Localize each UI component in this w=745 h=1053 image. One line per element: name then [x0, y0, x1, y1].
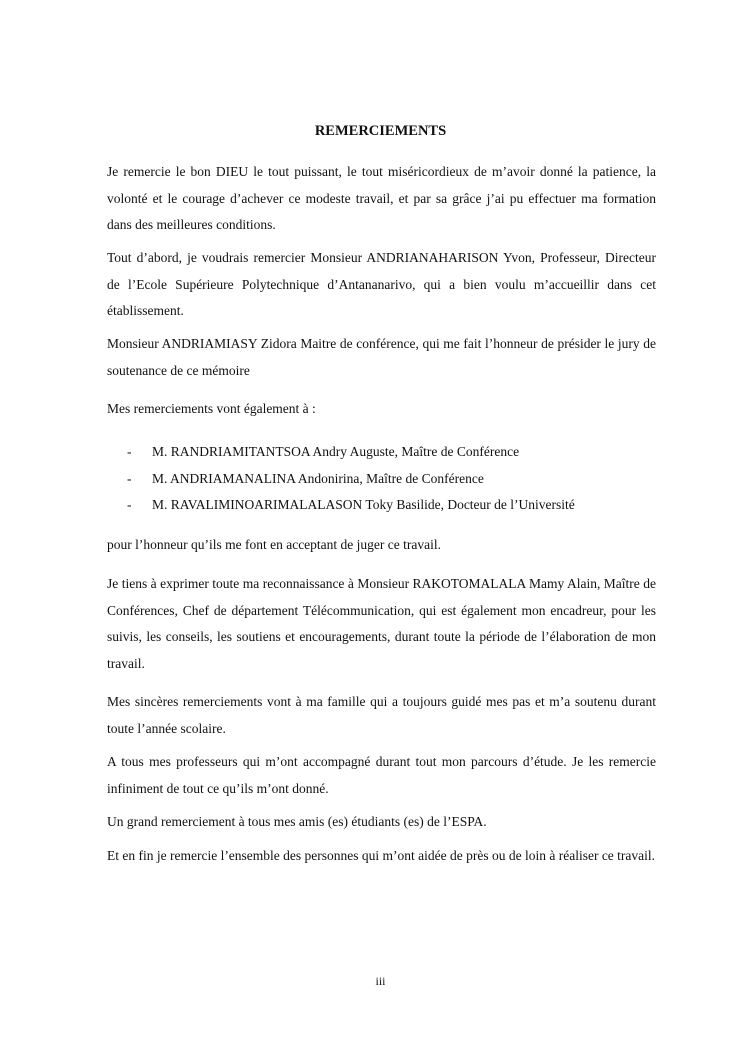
list-item-text: M. RANDRIAMITANTSOA Andry Auguste, Maître de Conférence — [152, 444, 520, 459]
list-item — [127, 492, 575, 519]
jury-members-list — [127, 439, 575, 519]
paragraph-thanks-supervisor: Je tiens à exprimer toute ma reconnaissance à Monsieur RAKOTOMALALA Mamy Alain, Maître de Conférences, Chef de département Télécommunication, qui est également mon encadreur, pour les suivis, les conseils, les soutiens et encouragements, durant toute la période de l’élaboration de mon travail. — [107, 576, 656, 671]
list-item-text: M. ANDRIAMANALINA Andonirina, Maître de Conférence — [152, 470, 484, 486]
paragraph-thanks-family: Mes sincères remerciements vont à ma famille qui a toujours guidé mes pas et m’a soutenu durant toute l’année scolaire. — [107, 694, 656, 736]
paragraph-thanks-intro: Mes remerciements vont également à : — [107, 401, 316, 416]
paragraph-thanks-professors: A tous mes professeurs qui m’ont accompagné durant tout mon parcours d’étude. Je les remercie infiniment de tout ce qu’ils m’ont donné. — [107, 754, 656, 796]
paragraph-thanks-god: Je remercie le bon DIEU le tout puissant, le tout miséricordieux de m’avoir donné la patience, la volonté et le courage d’achever ce modeste travail, et par sa grâce j’ai pu effectuer ma formation dans des meilleures conditions. — [107, 164, 656, 232]
page-number: iii — [375, 974, 386, 988]
list-dash: - — [127, 497, 132, 512]
paragraph-thanks-jury: pour l’honneur qu’ils me font en acceptant de juger ce travail. — [107, 537, 441, 552]
list-item — [127, 439, 575, 466]
paragraph-thanks-jury-president: Monsieur ANDRIAMIASY Zidora Maitre de conférence, qui me fait l’honneur de présider le jury de soutenance de ce mémoire — [107, 336, 656, 378]
paragraph-thanks-friends: Un grand remerciement à tous mes amis (es) étudiants (es) de l’ESPA. — [107, 814, 487, 829]
list-dash: - — [127, 444, 132, 459]
list-item — [127, 466, 575, 493]
list-item-text: M. RAVALIMINOARIMALALASON Toky Basilide, Docteur de l’Université — [152, 497, 575, 512]
paragraph-thanks-everyone: Et en fin je remercie l’ensemble des personnes qui m’ont aidée de près ou de loin à réaliser ce travail. — [107, 848, 656, 863]
paragraph-thanks-director: Tout d’abord, je voudrais remercier Monsieur ANDRIANAHARISON Yvon, Professeur, Directeur de l’Ecole Supérieure Polytechnique d’Antananarivo, qui a bien voulu m’accueillir dans cet établissement. — [107, 250, 656, 318]
page-title: REMERCIEMENTS — [314, 123, 447, 139]
list-dash: - — [127, 470, 132, 486]
